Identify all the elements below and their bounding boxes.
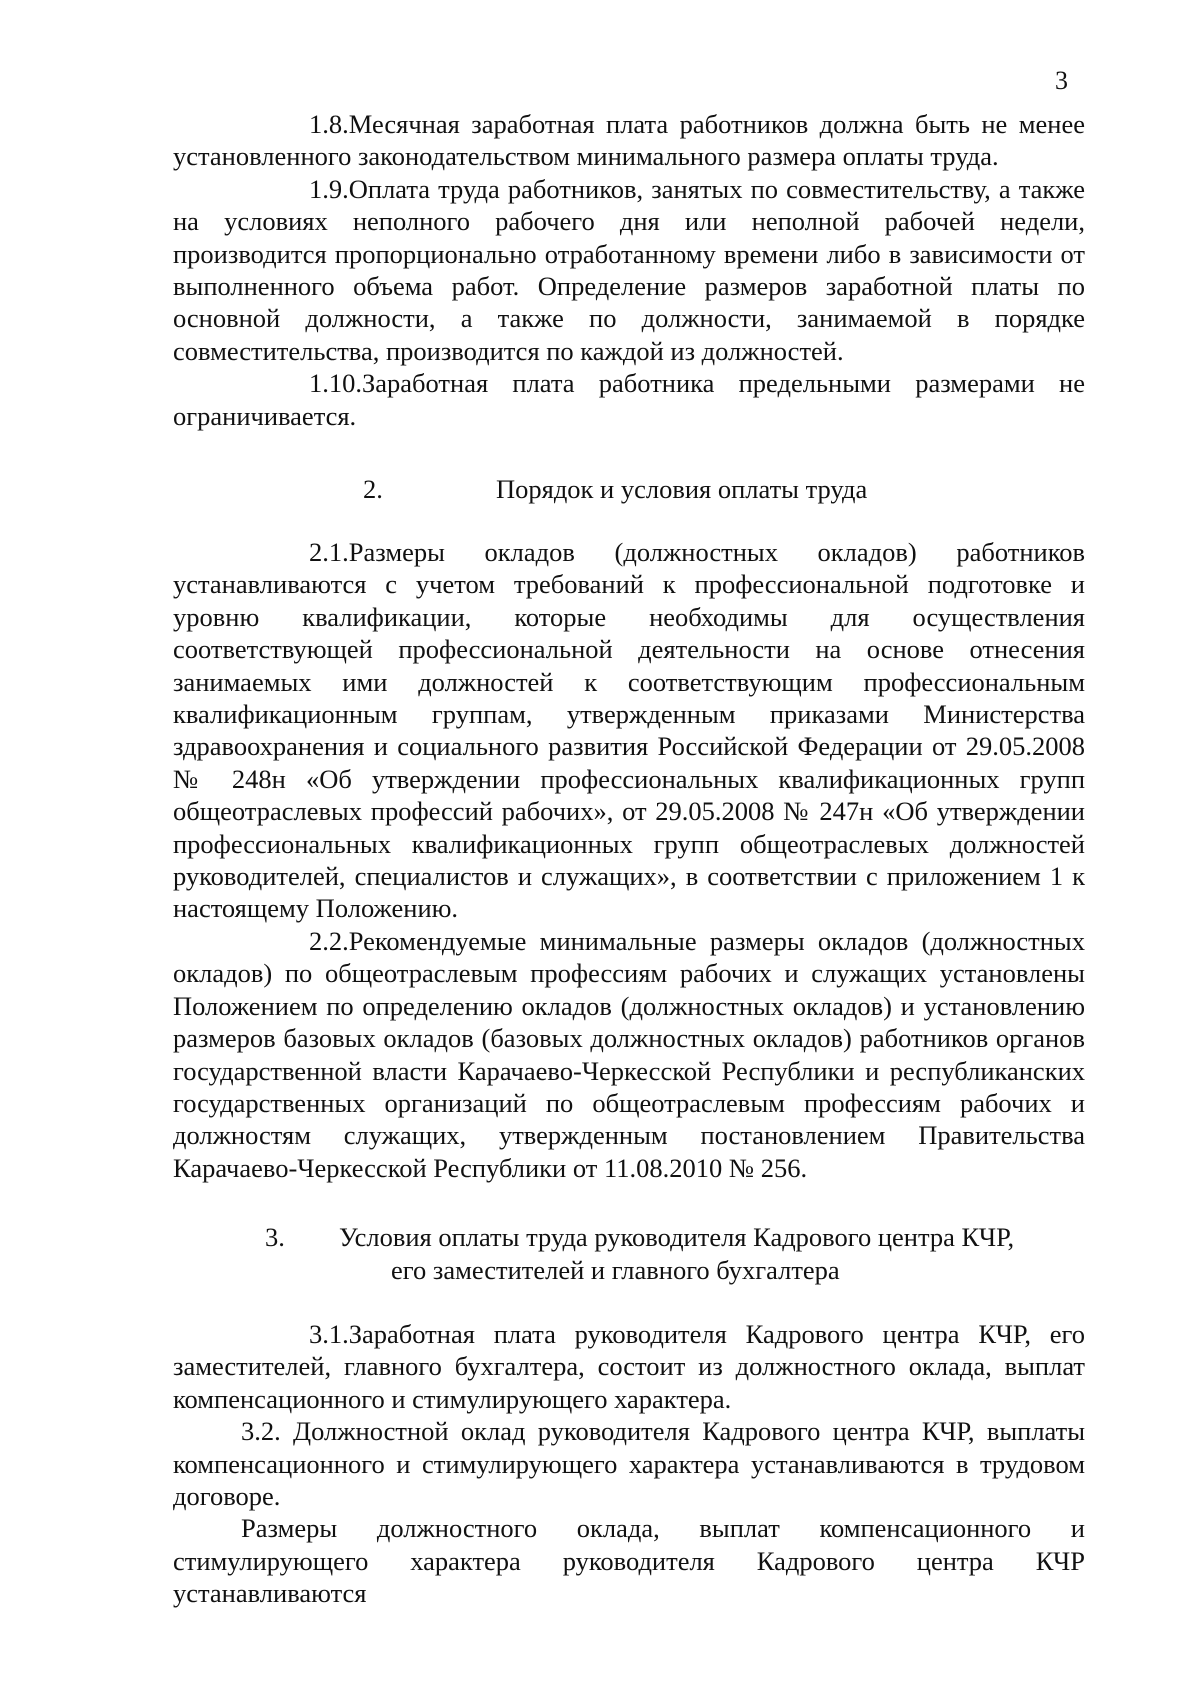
section-3-heading <box>173 1221 1085 1291</box>
paragraph-2-2 <box>173 925 1085 1184</box>
paragraph-text: Заработная плата руководителя Кадрового центра КЧР, его заместителей, главного бухгалтера, состоит из должностного оклада, выплат компенсационного и стимулирующего характера. <box>173 1319 1085 1414</box>
paragraph-number: 1.10. <box>309 368 362 399</box>
paragraph-text: Оплата труда работников, занятых по совместительству, а также на условиях неполного рабочего дня или неполной рабочей недели, производится пропорционально отработанному времени либо в зависимости от выполненного объема работ. Определение размеров заработной платы по основной должности, а также по должности, занимаемой в порядке совместительства, производится по каждой из должностей. <box>173 173 1085 366</box>
paragraph-number: 2.2. <box>309 925 349 956</box>
paragraph-number: 3.1. <box>309 1319 349 1349</box>
paragraph-text: Размеры должностного оклада, выплат компенсационного и стимулирующего характера руководителя Кадрового центра КЧР устанавливаются <box>173 1513 1085 1609</box>
paragraph-text: Заработная плата работника предельными размерами не ограничивается. <box>173 368 1085 431</box>
section-number: 2. <box>363 474 383 504</box>
paragraph-1-9 <box>173 173 1085 367</box>
paragraph-number: 2.1. <box>309 537 349 567</box>
paragraph-text: Рекомендуемые минимальные размеры окладов (должностных окладов) по общеотраслевым профессиям рабочих и служащих установлены Положением по определению окладов (должностных окладов) и установлению размеров базовых окладов (базовых должностных окладов) работников органов государственной власти Карачаево-Черкесской Республики и республиканских государственных организаций по общеотраслевым профессиям рабочих и должностям служащих, утвержденным постановлением Правительства Карачаево-Черкесской Республики от 11.08.2010 № 256. <box>173 925 1085 1183</box>
paragraphs-section-3 <box>173 1318 1085 1610</box>
page-number: 3 <box>1055 66 1068 95</box>
paragraphs-top <box>173 108 1085 432</box>
paragraph-number: 3.2. <box>241 1416 281 1447</box>
paragraph-text: Размеры окладов (должностных окладов) работников устанавливаются с учетом требований к профессиональной подготовке и уровню квалификации, которые необходимы для осуществления соответствующей профессиональной деятельности на основе отнесения занимаемых ими должностей к соответствующим профессиональным квалификационным группам, утвержденным приказами Министерства здравоохранения и социального развития Российской Федерации от 29.05.2008 № 248н «Об утверждении профессиональных квалификационных групп общеотраслевых профессий рабочих», от 29.05.2008 № 247н «Об утверждении профессиональных квалификационных групп общеотраслевых должностей руководителей, специалистов и служащих», в соответствии с приложением 1 к настоящему Положению. <box>173 537 1085 924</box>
paragraph-2-1 <box>173 536 1085 925</box>
paragraph-3-2 <box>173 1415 1085 1512</box>
paragraph-number: 1.8. <box>309 109 349 139</box>
paragraph-1-8 <box>173 108 1085 173</box>
section-number: 3. <box>265 1222 285 1252</box>
paragraph-number: 1.9. <box>309 173 349 204</box>
paragraph-text: Месячная заработная плата работников должна быть не менее установленного законодательством минимального размера оплаты труда. <box>173 109 1085 172</box>
paragraph-1-10 <box>173 367 1085 432</box>
section-title-line-1: Условия оплаты труда руководителя Кадрового центра КЧР, <box>339 1222 1015 1252</box>
section-title: Порядок и условия оплаты труда <box>496 474 868 504</box>
paragraph-text: Должностной оклад руководителя Кадрового центра КЧР, выплаты компенсационного и стимулирующего характера устанавливаются в трудовом договоре. <box>173 1416 1086 1512</box>
section-title-line-2: его заместителей и главного бухгалтера <box>391 1255 840 1285</box>
paragraph-3-2-continued <box>173 1512 1085 1609</box>
paragraphs-section-2 <box>173 536 1085 1184</box>
paragraph-3-1 <box>173 1318 1085 1415</box>
